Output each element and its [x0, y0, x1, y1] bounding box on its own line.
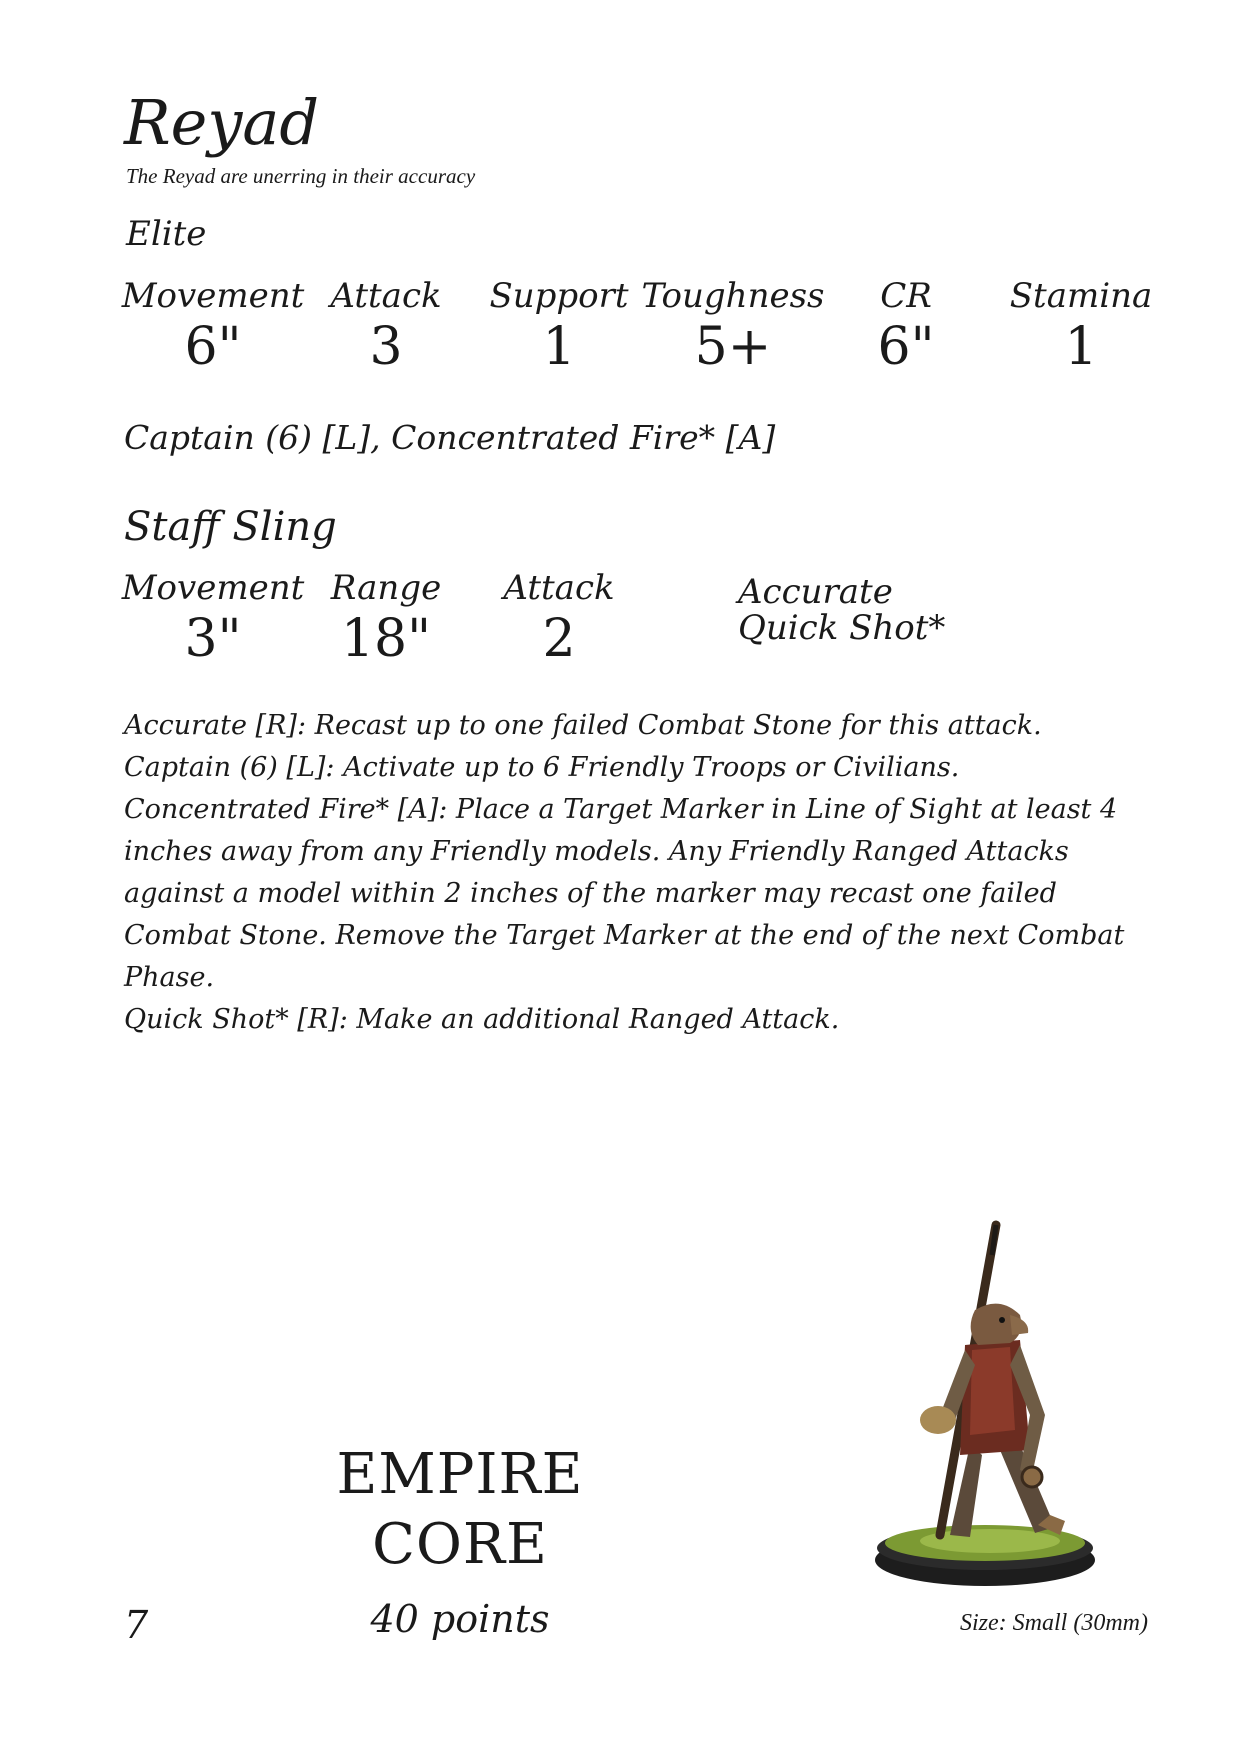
weapon-trait: Quick Shot*: [738, 607, 946, 648]
stat-support: [459, 278, 659, 377]
stat-value: 6": [184, 317, 242, 378]
stat-movement: [113, 278, 313, 377]
stat-label: Attack: [503, 568, 615, 608]
rule-accurate: Accurate [R]: Recast up to one failed Combat Stone for this attack.: [124, 710, 1042, 741]
unit-tagline: The Reyad are unerring in their accuracy: [126, 164, 476, 188]
stat-label: Movement: [121, 568, 305, 608]
weapon-stat-attack: [459, 570, 659, 669]
stat-value: 5+: [694, 317, 772, 378]
stat-label: Movement: [121, 276, 305, 316]
faction-line: CORE: [372, 1512, 548, 1577]
stat-label: Attack: [330, 276, 442, 316]
stat-label: Stamina: [1009, 276, 1153, 316]
stat-value: 3": [184, 609, 242, 670]
rule-quick-shot: Quick Shot* [R]: Make an additional Ranged Attack.: [124, 1004, 840, 1035]
stat-value: 3: [369, 317, 403, 378]
rules-text: [124, 705, 1154, 1041]
weapon-name: Staff Sling: [124, 504, 337, 550]
stat-label: Range: [330, 568, 442, 608]
weapon-stat-range: [286, 570, 486, 669]
faction-label: [330, 1440, 590, 1580]
stat-value: 18": [340, 609, 432, 670]
stat-attack: [286, 278, 486, 377]
stat-label: Support: [489, 276, 629, 316]
points-cost: 40 points: [370, 1597, 550, 1641]
unit-rank: Elite: [126, 214, 207, 254]
stat-label: CR: [880, 276, 932, 316]
faction-line: EMPIRE: [336, 1442, 584, 1507]
stat-value: 1: [542, 317, 576, 378]
stat-value: 2: [542, 609, 576, 670]
weapon-trait: Accurate: [738, 572, 893, 612]
stat-value: 1: [1064, 317, 1098, 378]
weapon-traits: [738, 572, 946, 648]
rule-captain: Captain (6) [L]: Activate up to 6 Friendly Troops or Civilians.: [124, 752, 960, 783]
stat-label: Toughness: [641, 276, 825, 316]
stat-cr: [806, 278, 1006, 377]
miniature-figure-icon: [860, 1215, 1110, 1595]
stat-toughness: [633, 278, 833, 377]
stat-stamina: [981, 278, 1181, 377]
rule-concentrated-fire: Concentrated Fire* [A]: Place a Target Marker in Line of Sight at least 4 inches away from any Friendly models. Any Friendly Ranged Attacks against a model within 2 inches of the marker may recast one failed Combat Stone. Remove the Target Marker at the end of the next Combat Phase.: [124, 794, 1125, 993]
weapon-stat-movement: [113, 570, 313, 669]
base-size: Size: Small (30mm): [960, 1610, 1148, 1636]
stat-value: 6": [877, 317, 935, 378]
abilities-line: Captain (6) [L], Concentrated Fire* [A]: [124, 418, 776, 457]
unit-title: Reyad: [124, 86, 320, 159]
page-number: 7: [124, 1603, 149, 1647]
